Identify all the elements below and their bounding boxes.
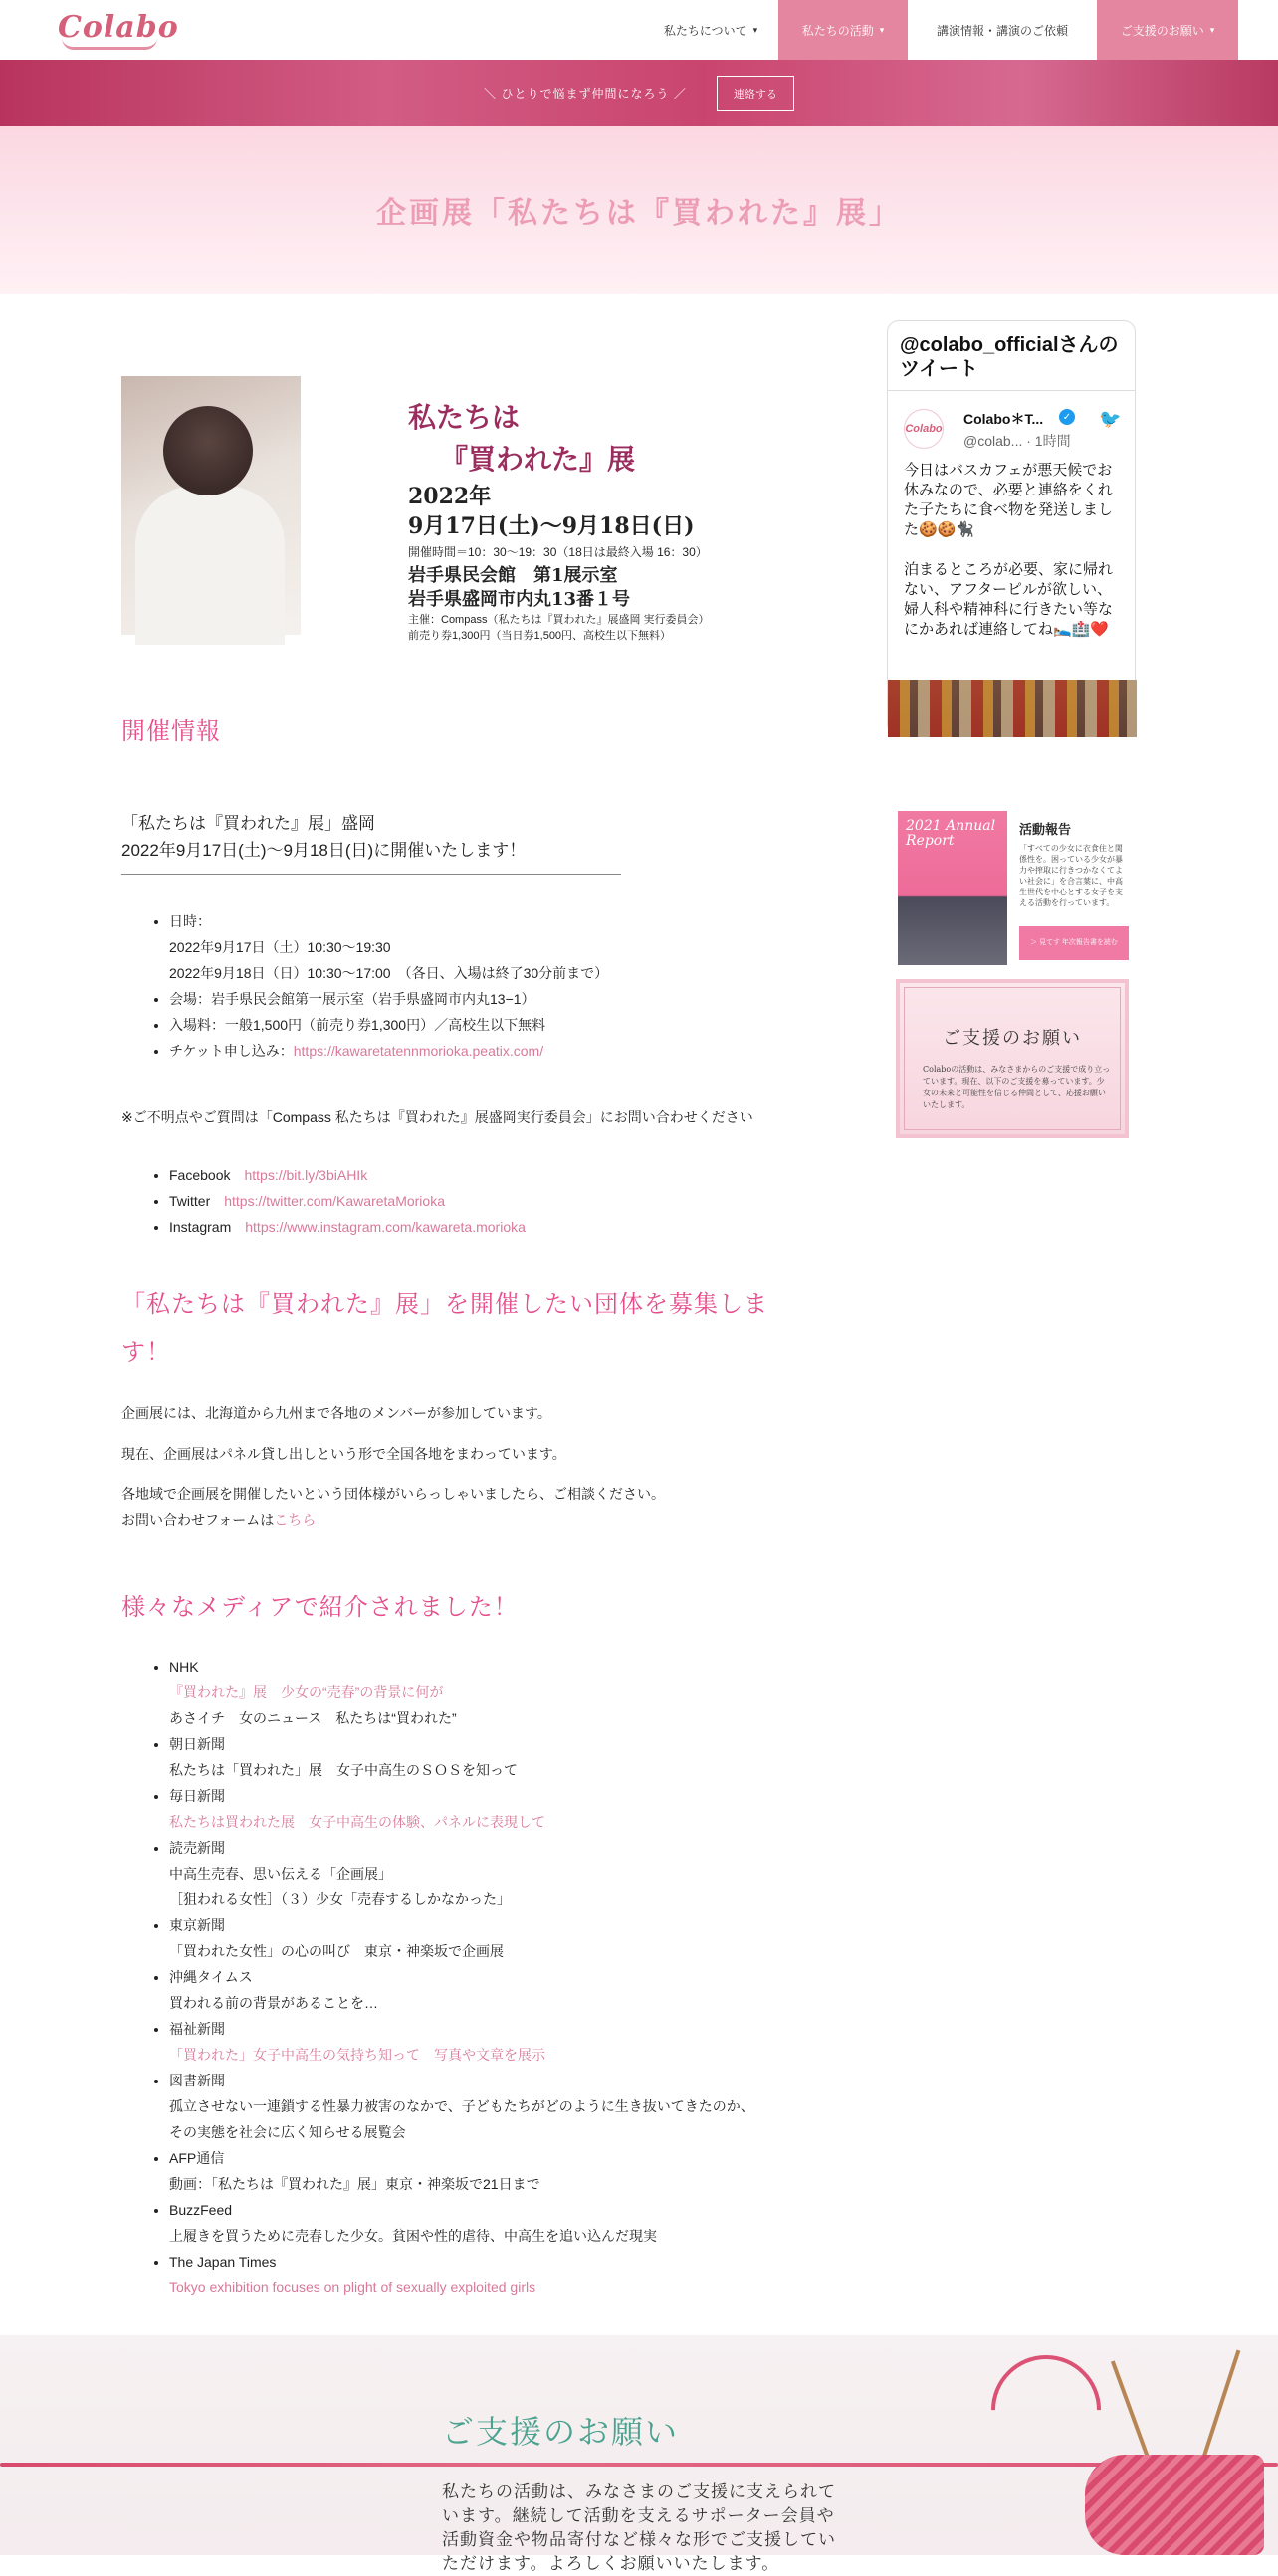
media-item [169,1783,754,1835]
nav-about-label: 私たちについて [663,23,747,38]
nav-support[interactable] [1097,0,1238,60]
media-outlet: • 福祉新聞 [169,2021,225,2037]
info-heading: 開催情報 [121,718,221,745]
media-item [169,1912,754,1964]
support-request-inner [904,987,1121,1130]
chevron-down-icon: ▾ [879,24,885,35]
media-outlet: • 読売新聞 [169,1840,225,1856]
media-outlet: • BuzzFeed [169,2202,233,2218]
media-item [169,2068,754,2145]
recruit-paragraph-3-text: 各地域で企画展を開催したいという団体様がいらっしゃいましたら、ご相談ください。 [121,1486,665,1502]
media-item [169,1964,754,2016]
media-item [169,2197,754,2249]
tweet-text-paragraph-2: 泊まるところが必要、家に帰れない、アフターピルが欲しい、婦人科や精神科に行きたい等なにかあれば連絡してね🛌🏥❤️ [904,561,1114,638]
media-outlet: • AFP通信 [169,2150,225,2166]
annual-report-cover-text: 2021 Annual Report [906,818,996,849]
tweet-author-handle[interactable]: @colab... · 1時間 [963,433,1071,449]
media-outlet: • 図書新聞 [169,2073,225,2088]
info-item-ticket [169,1038,608,1064]
sns-instagram-name: Instagram [169,1219,232,1235]
media-list [169,1654,754,2300]
media-article-link[interactable]: Tokyo exhibition focuses on plight of sexually exploited girls [169,2279,536,2295]
recruit-heading-line1: 「私たちは『買われた』展」を開催したい団体を募集しま [121,1291,768,1318]
banner-text: ＼ ひとりで悩まず仲間になろう ／ [484,87,687,100]
recruit-paragraph-2: 現在、企画展はパネル貸し出しという形で全国各地をまわっています。 [121,1446,566,1462]
avatar[interactable]: Colabo [904,409,944,449]
colabo-logo[interactable] [58,10,179,45]
media-outlet: • 朝日新聞 [169,1736,225,1752]
nav-activities-label: 私たちの活動 [801,23,874,38]
media-article-link[interactable]: 「買われた」女子中高生の気持ち知って 写真や文章を展示 [169,2047,545,2063]
sns-instagram [169,1214,526,1240]
flyer-dates: 9月17日(土)〜9月18日(日) [408,513,695,539]
recruit-heading-line2: す！ [121,1339,171,1366]
media-article-title: 孤立させない一連鎖する性暴力被害のなかで、子どもたちがどのように生き抜いてきたのか、 [169,2098,754,2114]
flyer-organizer: 主催：Compass（私たちは『買われた』展盛岡 実行委員会） [408,614,710,626]
logo-text: Colabo [58,10,179,45]
flyer-photo [121,376,301,635]
footer-support-text: 私たちの活動は、みなさまのご支援に支えられています。継続して活動を支えるサポーター会員や活動資金や物品寄付など様々な形でご支援していただけます。よろしくお願いいたします。 [442,2482,836,2574]
flyer-address: 岩手県盛岡市内丸13番１号 [408,589,631,610]
tweet-author-name[interactable]: Colabo＊T... [963,411,1044,427]
media-article-title: 動画：「私たちは『買われた』展」東京・神楽坂で21日まで [169,2176,540,2192]
annual-report-cover [898,811,1007,965]
footer-support-title: ご支援のお願い [442,2413,680,2451]
event-flyer-image [121,376,828,642]
media-article-title: 買われる前の背景があることを… [169,1995,378,2011]
media-outlet: • NHK [169,1659,199,1675]
info-lead-line2: 2022年9月17日(土)～9月18日(日)に開催いたします！ [121,841,527,860]
media-article-title: 上履きを買うために売春した少女。貧困や性的虐待、中高生を追い込んだ現実 [169,2228,657,2244]
flyer-price: 前売り券1,300円（当日券1,500円、高校生以下無料） [408,630,672,642]
info-item-venue: • 会場：岩手県民会館第一展示室（岩手県盛岡市内丸13−1） [169,986,608,1012]
footer-support-section [0,2335,1278,2574]
sns-facebook-link[interactable]: https://bit.ly/3biAHIk [244,1167,368,1183]
media-item [169,1654,754,1731]
media-article-title: 私たちは「買われた」展 女子中高生のＳＯＳを知って [169,1762,518,1778]
info-lead [121,810,526,864]
info-lead-line1: 「私たちは『買われた』展」盛岡 [121,814,375,833]
flyer-title-line1: 私たちは [408,401,521,434]
media-item [169,2249,754,2300]
media-item [169,2145,754,2197]
media-outlet: • 東京新聞 [169,1917,225,1933]
yarn-line [0,2463,1278,2467]
page-title: 企画展「私たちは『買われた』展」 [376,197,902,230]
tweet-text-paragraph-1: 今日はバスカフェが悪天候でお休みなので、必要と連絡をくれた子たちに食べ物を発送しました🍪🍪🐈‍⬛ [904,462,1114,538]
media-article-title: あさイチ 女のニュース 私たちは“買われた” [169,1710,457,1726]
sns-facebook [169,1162,526,1188]
knitting-illustration [1085,2455,1264,2555]
recruit-paragraph-3 [121,1482,665,1533]
date-day2: 2022年9月18日（日）10:30〜17:00 （各日、入場は終了30分前まで） [169,965,609,981]
tweet-author[interactable] [888,401,1137,451]
media-item [169,1835,754,1912]
twitter-timeline-widget [887,320,1136,736]
chevron-down-icon: ▾ [752,24,758,35]
media-item [169,1731,754,1783]
media-article-title: 中高生売春、思い伝える「企画展」 [169,1866,392,1882]
recruit-paragraph-1: 企画展には、北海道から九州まで各地のメンバーが参加しています。 [121,1405,551,1421]
support-request-description: Colaboの活動は、みなさまからのご支援で成り立っています。現在、以下のご支援を募っています。少女の未来と可能性を信じる仲間として、応援お願いいたします。 [923,1065,1111,1109]
annual-report-description: 「すべての少女に衣食住と関係性を。困っている少女が暴力や搾取に行きつかなくてよい社会に」を合言葉に、中高生世代を中心とする女子を支える活動を行っています。 [1019,844,1123,907]
media-heading: 様々なメディアで紹介されました！ [121,1594,519,1621]
tweet-body [904,461,1125,640]
media-item [169,2016,754,2068]
verified-badge-icon: ✓ [1059,409,1075,425]
nav-lectures-label: 講演情報・講演のご依頼 [936,23,1068,38]
annual-report-title: 活動報告 [1019,822,1072,837]
twitter-bird-icon[interactable]: 🐦 [1099,409,1122,429]
info-item-date [169,908,608,986]
sns-twitter [169,1188,526,1214]
annual-report-button[interactable]: ＞ 見てす 年次報告書を読む [1019,926,1129,960]
tweet-photo-overlay [888,680,1137,737]
date-day1: 2022年9月17日（土）10:30〜19:30 [169,939,391,955]
nav-about[interactable] [643,0,778,60]
media-outlet: • The Japan Times [169,2254,277,2270]
sns-twitter-name: Twitter [169,1193,211,1209]
media-article-title: その実態を社会に広く知らせる展覧会 [169,2124,406,2140]
date-label: • 日時： [169,913,211,929]
media-outlet: • 毎日新聞 [169,1788,225,1804]
site-header [0,0,1278,60]
recruit-contact-line [121,1507,665,1533]
nav-support-label: ご支援のお願い [1120,23,1204,38]
ticket-link[interactable]: https://kawaretatennmorioka.peatix.com/ [293,1043,544,1059]
annual-report-banner[interactable] [898,811,1129,965]
recruit-heading [121,1282,768,1377]
sns-list [169,1162,526,1240]
tweet-widget-header[interactable]: @colabo_officialさんのツイート [888,321,1135,391]
flyer-year: 2022年 [408,484,492,509]
logo-ribbon [62,38,157,50]
media-article-link[interactable]: 私たちは買われた展 女子中高生の体験、パネルに表現して [169,1814,545,1830]
support-request-banner[interactable] [896,979,1129,1138]
support-request-title: ご支援のお願い [943,1028,1082,1049]
chevron-down-icon: ▾ [1209,24,1215,35]
recruit-contact-prefix: お問い合わせフォームは [121,1512,275,1528]
media-outlet: • 沖縄タイムス [169,1969,253,1985]
info-item-fee: • 入場料：一般1,500円（前売り券1,300円）／高校生以下無料 [169,1012,608,1038]
contact-form-link[interactable]: こちら [274,1512,317,1528]
sns-instagram-link[interactable]: https://www.instagram.com/kawareta.morioka [245,1219,526,1235]
media-article-link[interactable]: 『買われた』展 少女の“売春”の背景に何が [169,1684,444,1700]
nav-activities[interactable] [778,0,908,60]
lead-underline [121,874,621,875]
nav-lectures[interactable] [908,0,1097,60]
info-list [169,908,608,1064]
flyer-hours: 開催時間＝10：30〜19：30（18日は最終入場 16：30） [408,545,708,559]
media-article-title: 「買われた女性」の心の叫び 東京・神楽坂で企画展 [169,1943,504,1959]
ticket-label: チケット申し込み： [169,1043,294,1059]
media-article-title: ［狙われる女性］（３）少女「売春するしかなかった」 [169,1891,511,1907]
flyer-venue: 岩手県民会館 第1展示室 [408,565,618,586]
flyer-title-line2: 『買われた』展 [440,443,636,476]
flyer-photo-coat [135,486,285,645]
contact-note: ※ご不明点やご質問は「Compass 私たちは『買われた』展盛岡実行委員会」にお問い合わせください [121,1109,753,1125]
sns-facebook-name: Facebook [169,1167,231,1183]
flyer-photo-head [163,406,253,495]
contact-banner [0,60,1278,126]
main-nav [643,0,1238,60]
contact-button[interactable]: 連絡する [717,76,794,111]
tweet-spacer [904,540,1125,560]
sns-twitter-link[interactable]: https://twitter.com/KawaretaMorioka [224,1193,445,1209]
page-hero [0,126,1278,294]
